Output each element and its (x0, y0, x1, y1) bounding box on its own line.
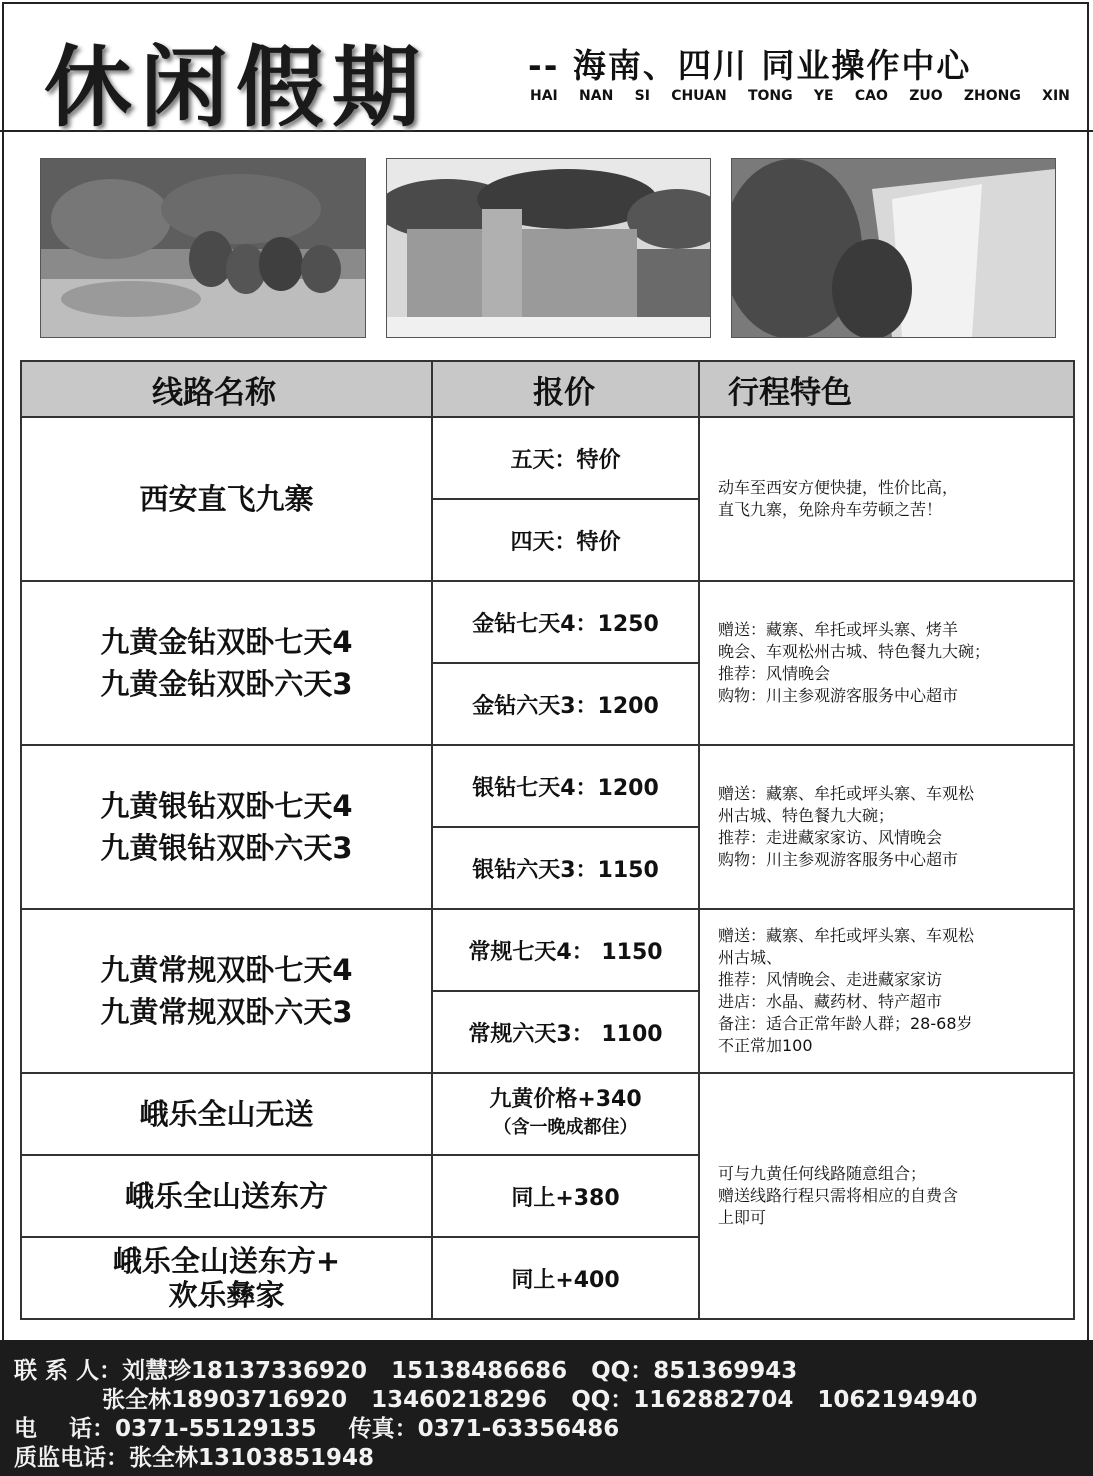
header-features: 行程特色 (699, 361, 1074, 417)
price-note: （含一晚成都住） (493, 1117, 638, 1138)
feature-line: 可与九黄任何线路随意组合； (718, 1164, 927, 1183)
price-cell: 常规七天4： 1150 (432, 909, 699, 991)
pinyin-word: CHUAN (671, 88, 727, 104)
table-row (21, 1073, 1074, 1155)
page-title: 休闲假期 (44, 35, 429, 139)
contact-line: 张全林18903716920 13460218296 QQ：1162882704 1062194940 (14, 1387, 978, 1413)
feature-line: 赠送：藏寨、牟托或坪头寨、车观松 (718, 784, 975, 803)
feature-line: 推荐：风情晚会 (718, 664, 831, 683)
feature-line: 州古城、 (718, 948, 783, 967)
route-name: 峨乐全山送东方+ (112, 1244, 341, 1278)
price-cell: 银钻七天4：1200 (432, 745, 699, 827)
contact-footer (0, 1340, 1093, 1476)
feature-line: 上即可 (718, 1208, 767, 1227)
route-name-cell (21, 581, 432, 745)
feature-line: 晚会、车观松州古城、特色餐九大碗； (718, 642, 991, 661)
feature-line: 动车至西安方便快捷，性价比高， (718, 478, 959, 497)
features-cell (699, 417, 1074, 581)
pinyin-word: XIN (1042, 88, 1070, 104)
table-header-row (21, 361, 1074, 417)
pinyin-word: ZUO (909, 88, 943, 104)
monkeys-photo (40, 158, 366, 338)
route-name: 九黄金钻双卧六天3 (100, 667, 353, 701)
price-cell: 金钻七天4：1250 (432, 581, 699, 663)
route-name: 九黄常规双卧六天3 (100, 995, 353, 1029)
price-cell: 金钻六天3：1200 (432, 663, 699, 745)
features-cell (699, 909, 1074, 1073)
feature-line: 赠送：藏寨、牟托或坪头寨、车观松 (718, 926, 975, 945)
price-cell: 同上+380 (432, 1155, 699, 1237)
route-name: 九黄金钻双卧七天4 (100, 625, 353, 659)
features-cell (699, 1073, 1074, 1319)
price-cell: 五天：特价 (432, 417, 699, 499)
header-price: 报价 (432, 361, 699, 417)
features-cell (699, 745, 1074, 909)
page-subtitle: -- 海南、四川 同业操作中心 (528, 46, 972, 85)
route-name: 峨乐全山无送 (139, 1097, 314, 1131)
route-name: 西安直飞九寨 (139, 482, 314, 516)
route-name: 九黄银钻双卧七天4 (100, 789, 353, 823)
feature-line: 进店：水晶、藏药材、特产超市 (718, 992, 943, 1011)
routes-table (20, 360, 1075, 1320)
waterfall-photo (731, 158, 1056, 338)
pinyin-word: SI (634, 88, 650, 104)
route-name: 峨乐全山送东方 (124, 1179, 328, 1213)
table-row (21, 909, 1074, 991)
route-name-cell (21, 1155, 432, 1237)
feature-line: 购物：川主参观游客服务中心超市 (718, 850, 959, 869)
route-name-cell (21, 417, 432, 581)
table-row (21, 581, 1074, 663)
table-row (21, 745, 1074, 827)
price-value: 九黄价格+340 (489, 1087, 642, 1112)
route-name: 九黄银钻双卧六天3 (100, 831, 353, 865)
supervision-phone-line: 质监电话：张全林13103851948 (14, 1445, 375, 1471)
price-cell: 常规六天3： 1100 (432, 991, 699, 1073)
feature-line: 推荐：走进藏家家访、风情晚会 (718, 828, 943, 847)
pinyin-word: HAI (530, 88, 558, 104)
price-cell: 同上+400 (432, 1237, 699, 1319)
pinyin-word: NAN (579, 88, 614, 104)
pinyin-line (530, 88, 1070, 104)
pinyin-word: TONG (747, 88, 793, 104)
feature-line: 赠送线路行程只需将相应的自费含 (718, 1186, 959, 1205)
contact-line: 联 系 人：刘慧珍18137336920 15138486686 QQ：851369943 (14, 1358, 798, 1384)
price-cell: 四天：特价 (432, 499, 699, 581)
feature-line: 不正常加100 (718, 1036, 813, 1055)
route-name-cell (21, 1073, 432, 1155)
header (0, 0, 1093, 139)
phone-fax-line: 电 话：0371-55129135 传真：0371-63356486 (14, 1416, 620, 1442)
price-cell (432, 1073, 699, 1155)
route-name-cell (21, 1237, 432, 1319)
pinyin-word: YE (813, 88, 834, 104)
features-cell (699, 581, 1074, 745)
feature-line: 赠送：藏寨、牟托或坪头寨、烤羊 (718, 620, 959, 639)
route-name: 九黄常规双卧七天4 (100, 953, 353, 987)
pinyin-word: CAO (854, 88, 888, 104)
header-route-name: 线路名称 (21, 361, 432, 417)
feature-line: 购物：川主参观游客服务中心超市 (718, 686, 959, 705)
leshan-buddha-photo (386, 158, 711, 338)
feature-line: 直飞九寨，免除舟车劳顿之苦！ (718, 500, 943, 519)
route-name-cell (21, 745, 432, 909)
feature-line: 州古城、特色餐九大碗； (718, 806, 895, 825)
table-row (21, 417, 1074, 499)
route-name-cell (21, 909, 432, 1073)
price-cell: 银钻六天3：1150 (432, 827, 699, 909)
pinyin-word: ZHONG (963, 88, 1021, 104)
feature-line: 推荐：风情晚会、走进藏家家访 (718, 970, 943, 989)
route-name: 欢乐彝家 (168, 1278, 285, 1312)
feature-line: 备注：适合正常年龄人群；28-68岁 (718, 1014, 973, 1033)
